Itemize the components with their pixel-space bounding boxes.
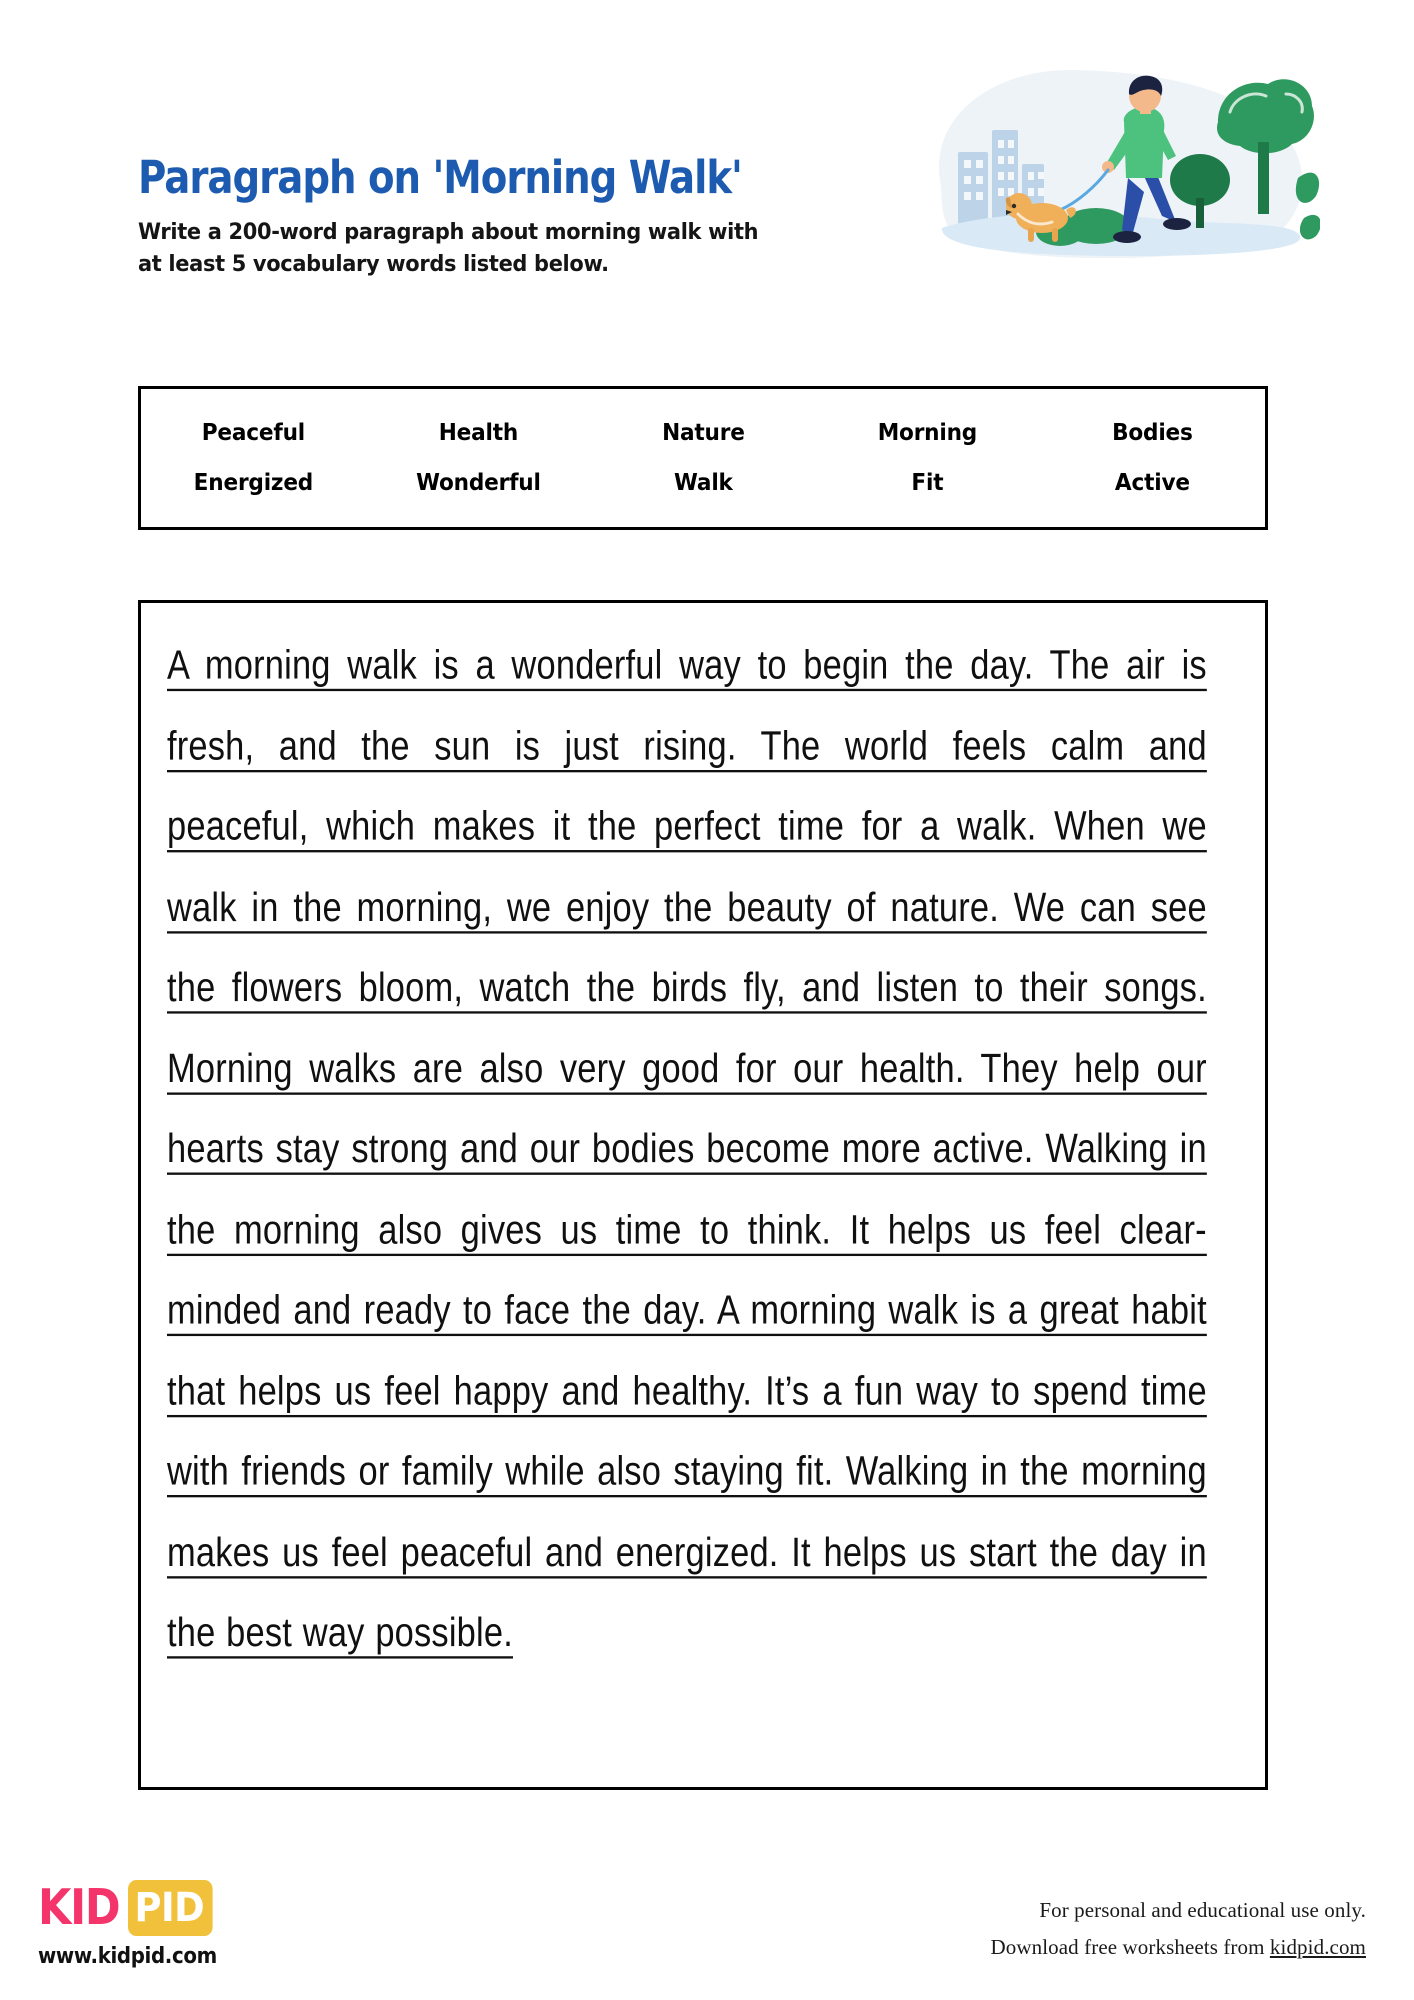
worksheet-header	[0, 0, 1414, 300]
footer-download-prefix: Download free worksheets from	[990, 1934, 1270, 1959]
word-bank-cell: Active	[1115, 470, 1191, 496]
word-bank-cell: Bodies	[1112, 420, 1193, 446]
footer-notice	[991, 1892, 1367, 1966]
vocabulary-word-bank	[138, 386, 1268, 530]
word-bank-cell: Nature	[661, 420, 745, 446]
man-walking-dog-illustration	[900, 60, 1320, 290]
logo-text-pid: PID	[128, 1880, 213, 1936]
paragraph-writing-area[interactable]	[138, 600, 1268, 1790]
word-bank-cell: Fit	[911, 470, 944, 496]
footer-usage-notice: For personal and educational use only.	[1039, 1898, 1366, 1922]
student-paragraph-text[interactable]: A morning walk is a wonderful way to begin the day. The air is fresh, and the sun is just rising. The world feels calm and peaceful, which makes it the perfect time for a walk. When we walk in the morning, we enjoy the beauty of nature. We can see the flowers bloom, watch the birds fly, and listen to their songs. Morning walks are also very good for our health. They help our hearts stay strong and our bodies become more active. Walking in the morning also gives us time to think. It helps us feel clear-minded and ready to face the day. A morning walk is a great habit that helps us feel happy and healthy. It’s a fun way to spend time with friends or family while also staying fit. Walking in the morning makes us feel peaceful and energized. It helps us start the day in the best way possible.	[167, 641, 1207, 1656]
word-bank-cell: Peaceful	[201, 420, 306, 446]
logo-mark	[38, 1880, 237, 1936]
word-bank-row	[141, 458, 1265, 508]
footer-download-line	[991, 1929, 1367, 1966]
word-bank-cell: Wonderful	[415, 470, 541, 496]
logo-text-kid: KID	[38, 1879, 120, 1936]
logo-website-url: www.kidpid.com	[38, 1944, 217, 1969]
word-bank-cell: Morning	[878, 420, 978, 446]
word-bank-cell: Energized	[193, 470, 314, 496]
header-text-block	[138, 151, 818, 281]
page-title: Paragraph on 'Morning Walk'	[138, 151, 742, 204]
leaf-decor	[1296, 173, 1320, 240]
kidpid-logo[interactable]	[38, 1880, 237, 1969]
word-bank-row	[141, 408, 1265, 458]
kidpid-website-link[interactable]: kidpid.com	[1269, 1934, 1366, 1959]
word-bank-cell: Health	[438, 420, 518, 446]
worksheet-instructions: Write a 200-word paragraph about morning walk with at least 5 vocabulary words listed below.	[138, 218, 759, 277]
worksheet-footer	[0, 1870, 1414, 2000]
word-bank-cell: Walk	[673, 470, 733, 496]
